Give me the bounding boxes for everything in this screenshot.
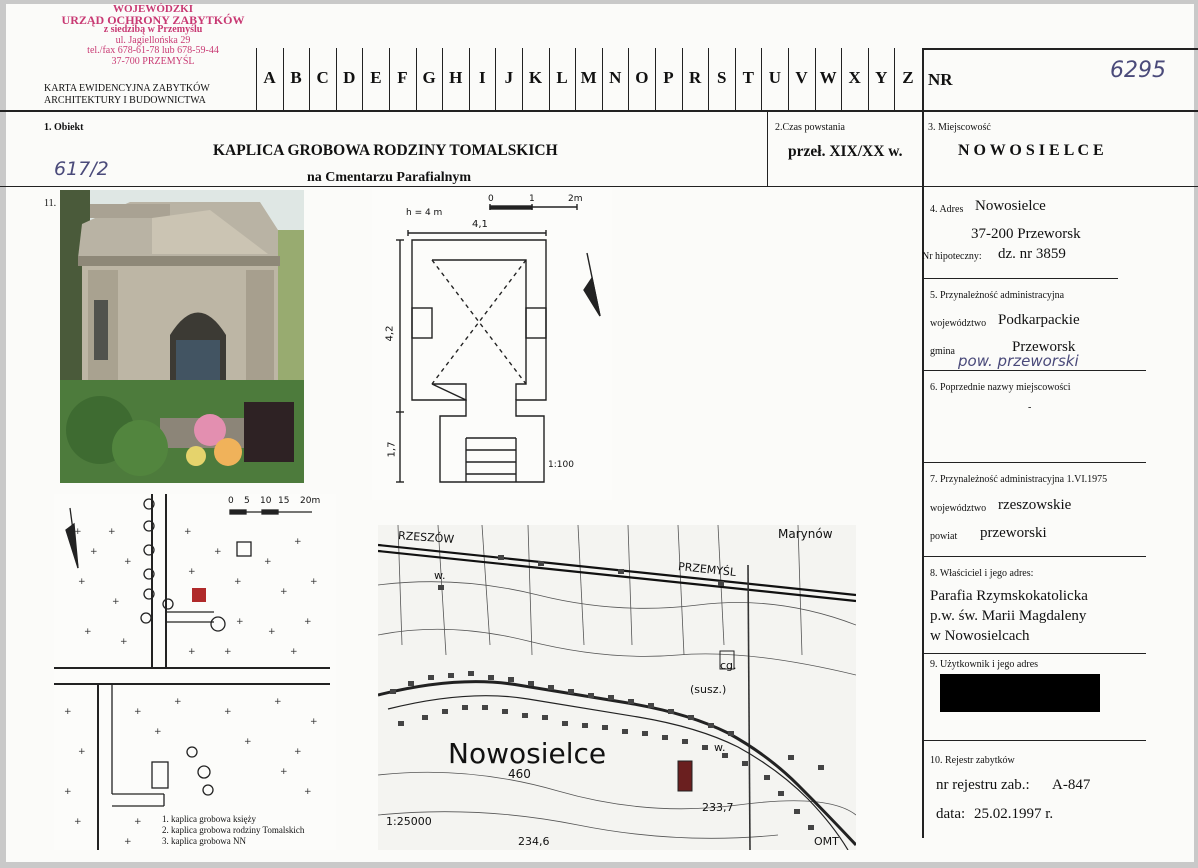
svg-text:+: + [234, 577, 242, 587]
rc-line-3 [922, 186, 1198, 187]
admin1975-woj-value: rzeszowskie [998, 497, 1072, 513]
stamp-line-1: WOJEWÓDZKI [112, 3, 194, 15]
site-scale-label: 15 [278, 496, 290, 506]
stamp-line-3: z siedzibą w Przemyślu [103, 24, 203, 35]
nr-box-top-line [922, 48, 1198, 50]
register-letter: T [742, 68, 754, 87]
register-label: 10. Rejestr zabytków [930, 755, 1015, 766]
svg-text:+: + [112, 597, 120, 607]
stamp-line-6: 37-700 PRZEMYŚL [111, 55, 195, 67]
svg-text:+: + [74, 817, 82, 827]
svg-text:+: + [244, 737, 252, 747]
svg-text:+: + [184, 527, 192, 537]
register-letter: V [795, 68, 808, 87]
stamp-line-4: ul. Jagiellońska 29 [115, 34, 191, 46]
svg-text:+: + [64, 787, 72, 797]
card-title-line-1: KARTA EWIDENCYJNA ZABYTKÓW [44, 83, 210, 94]
register-letter: S [716, 68, 727, 87]
svg-text:+: + [78, 747, 86, 757]
office-stamp [48, 4, 258, 67]
plan-depth: 4,2 [384, 325, 396, 342]
register-date-value: 25.02.1997 r. [974, 806, 1054, 822]
svg-text:+: + [120, 637, 128, 647]
svg-text:+: + [214, 547, 222, 557]
admin-woj-label: województwo [930, 318, 987, 329]
plan-scale-1: 1 [529, 194, 535, 204]
object-bottom-line [0, 186, 922, 187]
svg-text:+: + [90, 547, 98, 557]
section-11-label: 11. [44, 198, 57, 209]
svg-text:+: + [188, 567, 196, 577]
map-village-name: Nowosielce [448, 737, 607, 770]
admin1975-pow-value: przeworski [980, 525, 1047, 541]
register-letter: M [580, 68, 597, 87]
map-height-234: 234,6 [518, 835, 550, 848]
svg-text:+: + [280, 767, 288, 777]
svg-text:+: + [188, 647, 196, 657]
register-letter: U [768, 68, 782, 87]
svg-text:+: + [108, 527, 116, 537]
rc-line-6 [922, 462, 1146, 463]
register-letter: F [397, 68, 408, 87]
register-nr-label: nr rejestru zab.: [936, 777, 1030, 793]
svg-text:+: + [84, 627, 92, 637]
plan-stair: 1,7 [386, 441, 398, 458]
svg-text:+: + [64, 707, 72, 717]
register-letter: O [635, 68, 649, 87]
floor-plan [372, 188, 612, 500]
plan-scale-0: 0 [488, 194, 494, 204]
svg-text:+: + [224, 707, 232, 717]
admin-gmina-value: Przeworsk [1012, 339, 1076, 355]
svg-text:+: + [154, 727, 162, 737]
svg-text:+: + [224, 647, 232, 657]
place-label: 3. Miejscowość [928, 122, 991, 133]
admin1975-label: 7. Przynależność administracyjna 1.VI.1975 [930, 474, 1108, 485]
svg-text:+: + [304, 787, 312, 797]
register-letter: D [343, 68, 356, 87]
register-letter: C [316, 68, 329, 87]
admin-woj-value: Podkarpackie [998, 312, 1080, 328]
svg-text:+: + [268, 627, 276, 637]
svg-text:+: + [124, 557, 132, 567]
chapel-photo [60, 190, 304, 483]
stamp-line-5: tel./fax 678-61-78 lub 678-59-44 [87, 45, 219, 56]
svg-text:+: + [280, 587, 288, 597]
register-letter: B [290, 68, 302, 87]
plan-scale-2: 2m [568, 194, 583, 204]
owner-label: 8. Właściciel i jego adres: [930, 568, 1034, 579]
svg-text:+: + [134, 707, 142, 717]
map-cg: cg. [720, 659, 737, 672]
svg-text:+: + [310, 717, 318, 727]
prevnames-value: - [1028, 402, 1032, 413]
register-nr-value: A-847 [1052, 777, 1091, 793]
mortgage-label: Nr hipoteczny: [922, 251, 982, 262]
svg-text:+: + [78, 577, 86, 587]
register-letter: E [370, 68, 382, 87]
site-scale-label: 0 [228, 496, 234, 506]
site-plan [54, 494, 336, 850]
era-label: 2.Czas powstania [775, 122, 845, 133]
svg-text:+: + [310, 577, 318, 587]
svg-text:+: + [264, 557, 272, 567]
register-letter: L [556, 68, 568, 87]
rc-line-4 [922, 278, 1118, 279]
handwritten-card-number: 6295 [1110, 58, 1166, 83]
object-name-line-2: na Cmentarzu Parafialnym [307, 170, 472, 185]
nr-label: NR [928, 70, 953, 89]
site-legend-item: 2. kaplica grobowa rodziny Tomalskich [162, 825, 305, 835]
map-marynow: Marynów [778, 527, 833, 541]
rc-line-9 [922, 740, 1146, 741]
owner-line-3: w Nowosielcach [930, 628, 1030, 644]
register-letter: Y [875, 68, 888, 87]
register-letter: A [263, 68, 276, 87]
user-label: 9. Użytkownik i jego adres [930, 659, 1039, 670]
register-letter: Z [902, 68, 914, 87]
plan-height: h = 4 m [406, 208, 443, 218]
rc-line-8 [922, 653, 1146, 654]
register-letter: G [422, 68, 436, 87]
site-scale-label: 5 [244, 496, 250, 506]
map-height-233: 233,7 [702, 801, 734, 814]
svg-text:+: + [274, 697, 282, 707]
card-title-line-2: ARCHITEKTURY I BUDOWNICTWA [44, 95, 206, 106]
era-divider [767, 110, 768, 186]
site-legend-item: 1. kaplica grobowa księży [162, 814, 256, 824]
site-scale-label: 10 [260, 496, 272, 506]
map-przemysl: PRZEMYŚL [677, 559, 737, 580]
rc-line-7 [922, 556, 1146, 557]
redacted-block [940, 674, 1100, 712]
object-label: 1. Obiekt [44, 122, 84, 133]
owner-line-2: p.w. św. Marii Magdaleny [930, 608, 1087, 624]
register-letter: I [478, 68, 486, 87]
place-value: N O W O S I E L C E [958, 142, 1104, 159]
register-letter: X [848, 68, 861, 87]
rc-line-5 [922, 370, 1146, 371]
era-value: przeł. XIX/XX w. [788, 143, 903, 160]
map-susz: (susz.) [690, 683, 727, 696]
address-line-1: Nowosielce [975, 198, 1046, 214]
plan-width: 4,1 [472, 219, 488, 230]
svg-text:+: + [294, 537, 302, 547]
map-water-1: w. [434, 569, 446, 582]
owner-line-1: Parafia Rzymskokatolicka [930, 588, 1088, 604]
map-scale: 1:25000 [386, 815, 432, 828]
register-letter: J [504, 68, 514, 87]
handwritten-admin-note: pow. przeworski [958, 352, 1079, 370]
topographic-map [378, 525, 856, 850]
header-bottom-line [0, 110, 1198, 112]
site-scale-label: 20m [300, 496, 321, 506]
svg-text:+: + [74, 527, 82, 537]
handwritten-ref: 617/2 [54, 158, 109, 180]
admin-label: 5. Przynależność administracyjna [930, 290, 1065, 301]
register-letter: R [688, 68, 702, 87]
site-legend-item: 3. kaplica grobowa NN [162, 836, 246, 846]
admin1975-woj-label: województwo [930, 503, 987, 514]
svg-text:+: + [124, 837, 132, 847]
svg-text:+: + [236, 617, 244, 627]
svg-text:+: + [174, 697, 182, 707]
address-label: 4. Adres [930, 204, 964, 215]
address-line-2: 37-200 Przeworsk [971, 226, 1081, 242]
right-column-divider [922, 48, 924, 838]
svg-text:+: + [304, 617, 312, 627]
stamp-line-2: URZĄD OCHRONY ZABYTKÓW [61, 12, 245, 27]
register-letter: W [819, 68, 837, 87]
map-rzeszow: RZESZÓW [397, 529, 455, 546]
register-letter: P [663, 68, 674, 87]
admin1975-pow-label: powiat [930, 531, 958, 542]
map-omt: OMT [814, 835, 839, 848]
register-date-label: data: [936, 806, 966, 822]
map-height-460: 460 [508, 767, 531, 781]
admin-gmina-label: gmina [930, 346, 955, 357]
svg-text:+: + [294, 747, 302, 757]
mortgage-value: dz. nr 3859 [998, 246, 1066, 262]
register-letter: K [528, 68, 543, 87]
plan-scale-ratio: 1:100 [548, 460, 574, 470]
map-water-2: w. [714, 741, 726, 754]
prevnames-label: 6. Poprzednie nazwy miejscowości [930, 382, 1071, 393]
svg-text:+: + [290, 647, 298, 657]
register-letter: N [609, 68, 622, 87]
register-letter: H [449, 68, 463, 87]
svg-text:+: + [134, 817, 142, 827]
object-name-line-1: KAPLICA GROBOWA RODZINY TOMALSKICH [213, 142, 558, 159]
